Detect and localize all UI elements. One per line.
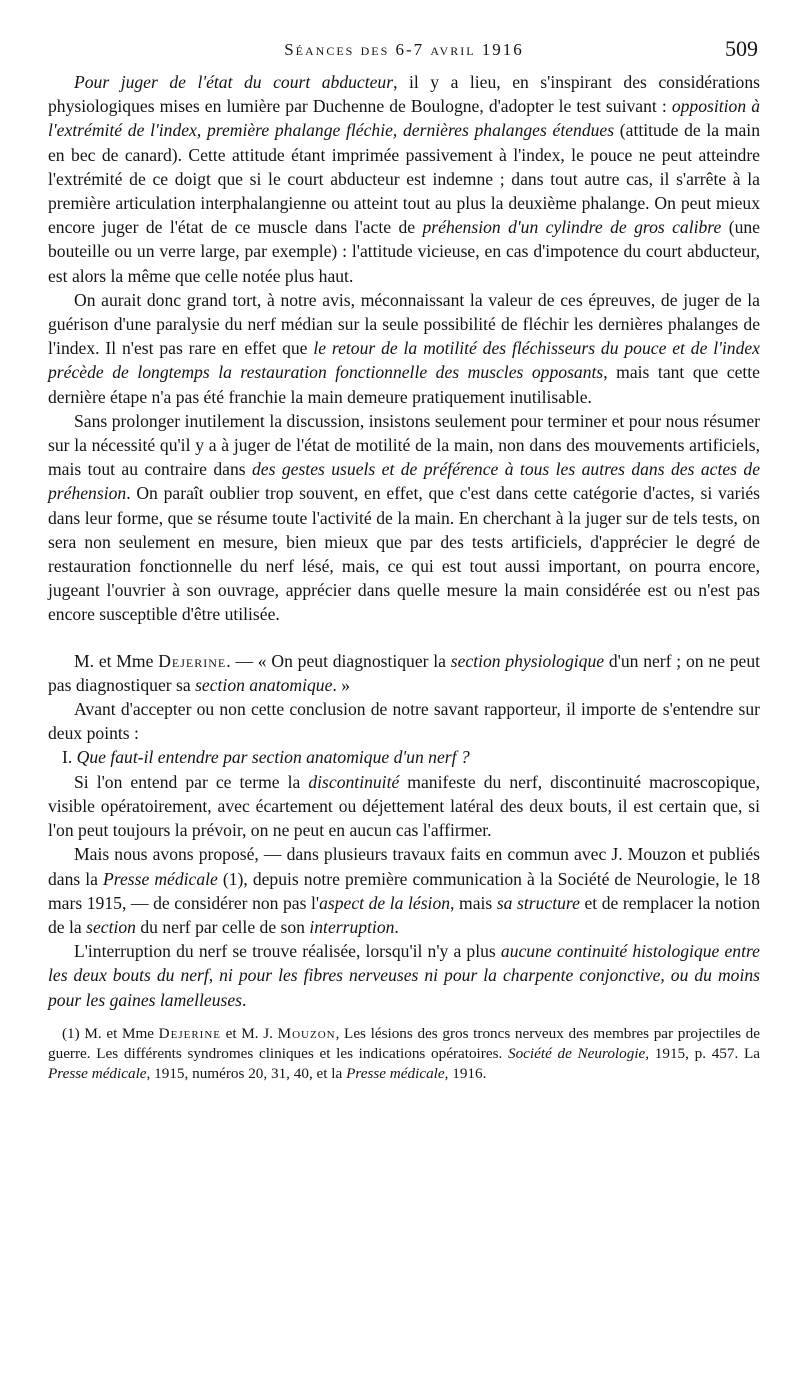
text-run: L'interruption du nerf se trouve réalisée, lorsqu'il n'y a plus <box>74 941 501 962</box>
author-name: Mouzon <box>277 1024 336 1042</box>
text-run: , il y a lieu, en s'inspirant des considérations physiologiques mises en lumière par Duchenne de Boulogne, d'adopter le test suivant : <box>48 72 760 117</box>
author-name: Dejerine <box>158 1024 222 1042</box>
text-run: . <box>242 989 247 1010</box>
text-run: et M. J. <box>221 1024 278 1042</box>
emphasis: préhension d'un cylindre de gros calibre <box>422 217 722 238</box>
footnote-marker: (1) <box>62 1024 85 1042</box>
paragraph-interruption-definition <box>48 939 760 1012</box>
emphasis: section anatomique <box>195 674 333 695</box>
paragraph-interruption-notion <box>48 842 760 939</box>
emphasis: le retour de la motilité des fléchisseurs du pouce et de l'index précède de longtemps la restauration fonctionnelle des muscles opposants <box>48 338 760 383</box>
text-run: Si l'on entend par ce terme la <box>74 771 309 792</box>
paragraph-conclusion <box>48 409 760 627</box>
emphasis: discontinuité <box>308 771 400 792</box>
emphasis: Pour juger de l'état du court abducteur <box>74 72 394 92</box>
text-run: d'un nerf ; on ne peut pas diagnostiquer sa <box>48 650 760 695</box>
emphasis: Société de Neurologie <box>507 1044 646 1062</box>
paragraph-discontinuite <box>48 770 760 843</box>
emphasis: Presse médicale <box>346 1064 445 1082</box>
text-run: M. et Mme <box>84 1024 159 1042</box>
text-run: , 1915, p. 457. La <box>645 1044 760 1062</box>
text-run: manifeste du nerf, discontinuité macroscopique, visible opératoirement, avec écartement ou déjettement latéral des deux bouts, il est certain que, si l'on peut toujours la prévoir, on ne peut en aucun cas l'affirmer. <box>48 771 760 841</box>
speaker-prefix: M. et Mme <box>74 650 159 671</box>
text-run: (1), depuis notre première communication à la Société de Neurologie, le 18 mars 1915, — de considérer non pas l' <box>48 868 760 913</box>
text-run: , 1916. <box>444 1064 487 1082</box>
text-run: Mais nous avons proposé, — dans plusieurs travaux faits en commun avec J. Mouzon et publiés dans la <box>48 844 760 889</box>
text-run: , mais tant que cette dernière étape n'a pas été franchie la main demeure pratiquement inutilisable. <box>48 362 760 407</box>
text-run: On aurait donc grand tort, à notre avis, méconnaissant la valeur de ces épreuves, de juger de la guérison d'une paralysie du nerf médian sur la seule possibilité de fléchir les dernières phalanges de l'index. Il n'est pas rare en effet que <box>48 289 760 359</box>
emphasis: aspect de la lésion <box>319 892 451 913</box>
emphasis: Que faut-il entendre par section anatomique d'un nerf ? <box>76 747 470 768</box>
text-run: du nerf par celle de son <box>135 916 310 937</box>
speaker-name: Dejerine <box>158 650 227 671</box>
text-run: (une bouteille ou un verre large, par exemple) : l'attitude vicieuse, en cas d'impotence du court abducteur, est alors la même que celle notée plus haut. <box>48 217 760 286</box>
emphasis: section physiologique <box>450 650 605 671</box>
text-run: (attitude de la main en bec de canard). Cette attitude étant imprimée passivement à l'index, le pouce ne peut atteindre l'extrémité de ce doigt que si le court abducteur est indemne ; dans tout autre cas, il s'arrête à la première articulation interphalangienne ou atteint tout au plus la deuxième phalange. On peut mieux encore juger de l'état de ce muscle dans l'acte de <box>48 120 760 238</box>
footnote <box>48 1024 760 1084</box>
text-run: . — « On peut diagnostiquer la <box>226 650 451 671</box>
emphasis: aucune continuité histologique entre les deux bouts du nerf, ni pour les fibres nerveuses ni pour la charpente conjonctive, ou du moins pour les gaines lamelleuses <box>48 941 760 1010</box>
text-run: et de remplacer la notion de la <box>48 892 761 937</box>
list-number: I. <box>62 747 77 768</box>
running-head <box>48 0 760 70</box>
text-run: . <box>394 916 399 937</box>
emphasis: Presse médicale <box>103 868 218 889</box>
emphasis: Presse médicale <box>48 1064 147 1082</box>
text-run: . On paraît oublier trop souvent, en effet, que c'est dans cette catégorie d'actes, si variés dans leur forme, que se résume toute l'activité de la main. En cherchant à la juger sur de tels tests, on sera non seulement en mesure, bien mieux que par des tests artificiels, d'apprécier le degré de restauration fonctionnelle du nerf lésé, mais, ce qui est tout aussi important, on pourra encore, jugeant l'ouvrier à son ouvrage, apprécier dans quelle mesure la main considérée est ou n'est pas encore susceptible d'être utilisée. <box>48 483 760 625</box>
text-run: Sans prolonger inutilement la discussion, insistons seulement pour terminer et pour nous résumer sur la nécessité qu'il y a à juger de l'état de motilité de la main, non dans des mouvements artificiels, mais tout au contraire dans <box>48 410 760 480</box>
emphasis: opposition à l'extrémité de l'index, première phalange fléchie, dernières phalanges étendues <box>48 96 761 141</box>
text-run: . » <box>332 674 350 695</box>
paragraph-dejerine-intro <box>48 649 760 697</box>
emphasis: section <box>86 916 136 937</box>
numbered-heading-1 <box>48 745 760 769</box>
emphasis: sa structure <box>496 892 580 913</box>
page-number: 509 <box>725 36 758 61</box>
emphasis: interruption <box>309 916 395 937</box>
paragraph-court-abducteur <box>48 70 760 288</box>
text-run: , 1915, numéros 20, 31, 40, et la <box>146 1064 347 1082</box>
text-run: , mais <box>450 892 497 913</box>
paragraph-epreuves <box>48 288 760 409</box>
emphasis: des gestes usuels et de préférence à tous les autres dans des actes de préhension <box>48 459 760 504</box>
paragraph-deux-points: Avant d'accepter ou non cette conclusion de notre savant rapporteur, il importe de s'entendre sur deux points : <box>48 699 760 744</box>
running-head-title: Séances des 6-7 avril 1916 <box>284 40 524 59</box>
text-run: , Les lésions des gros troncs nerveux des membres par projectiles de guerre. Les différents syndromes cliniques et les indications opératoires. <box>48 1024 761 1062</box>
section-gap <box>48 627 760 649</box>
